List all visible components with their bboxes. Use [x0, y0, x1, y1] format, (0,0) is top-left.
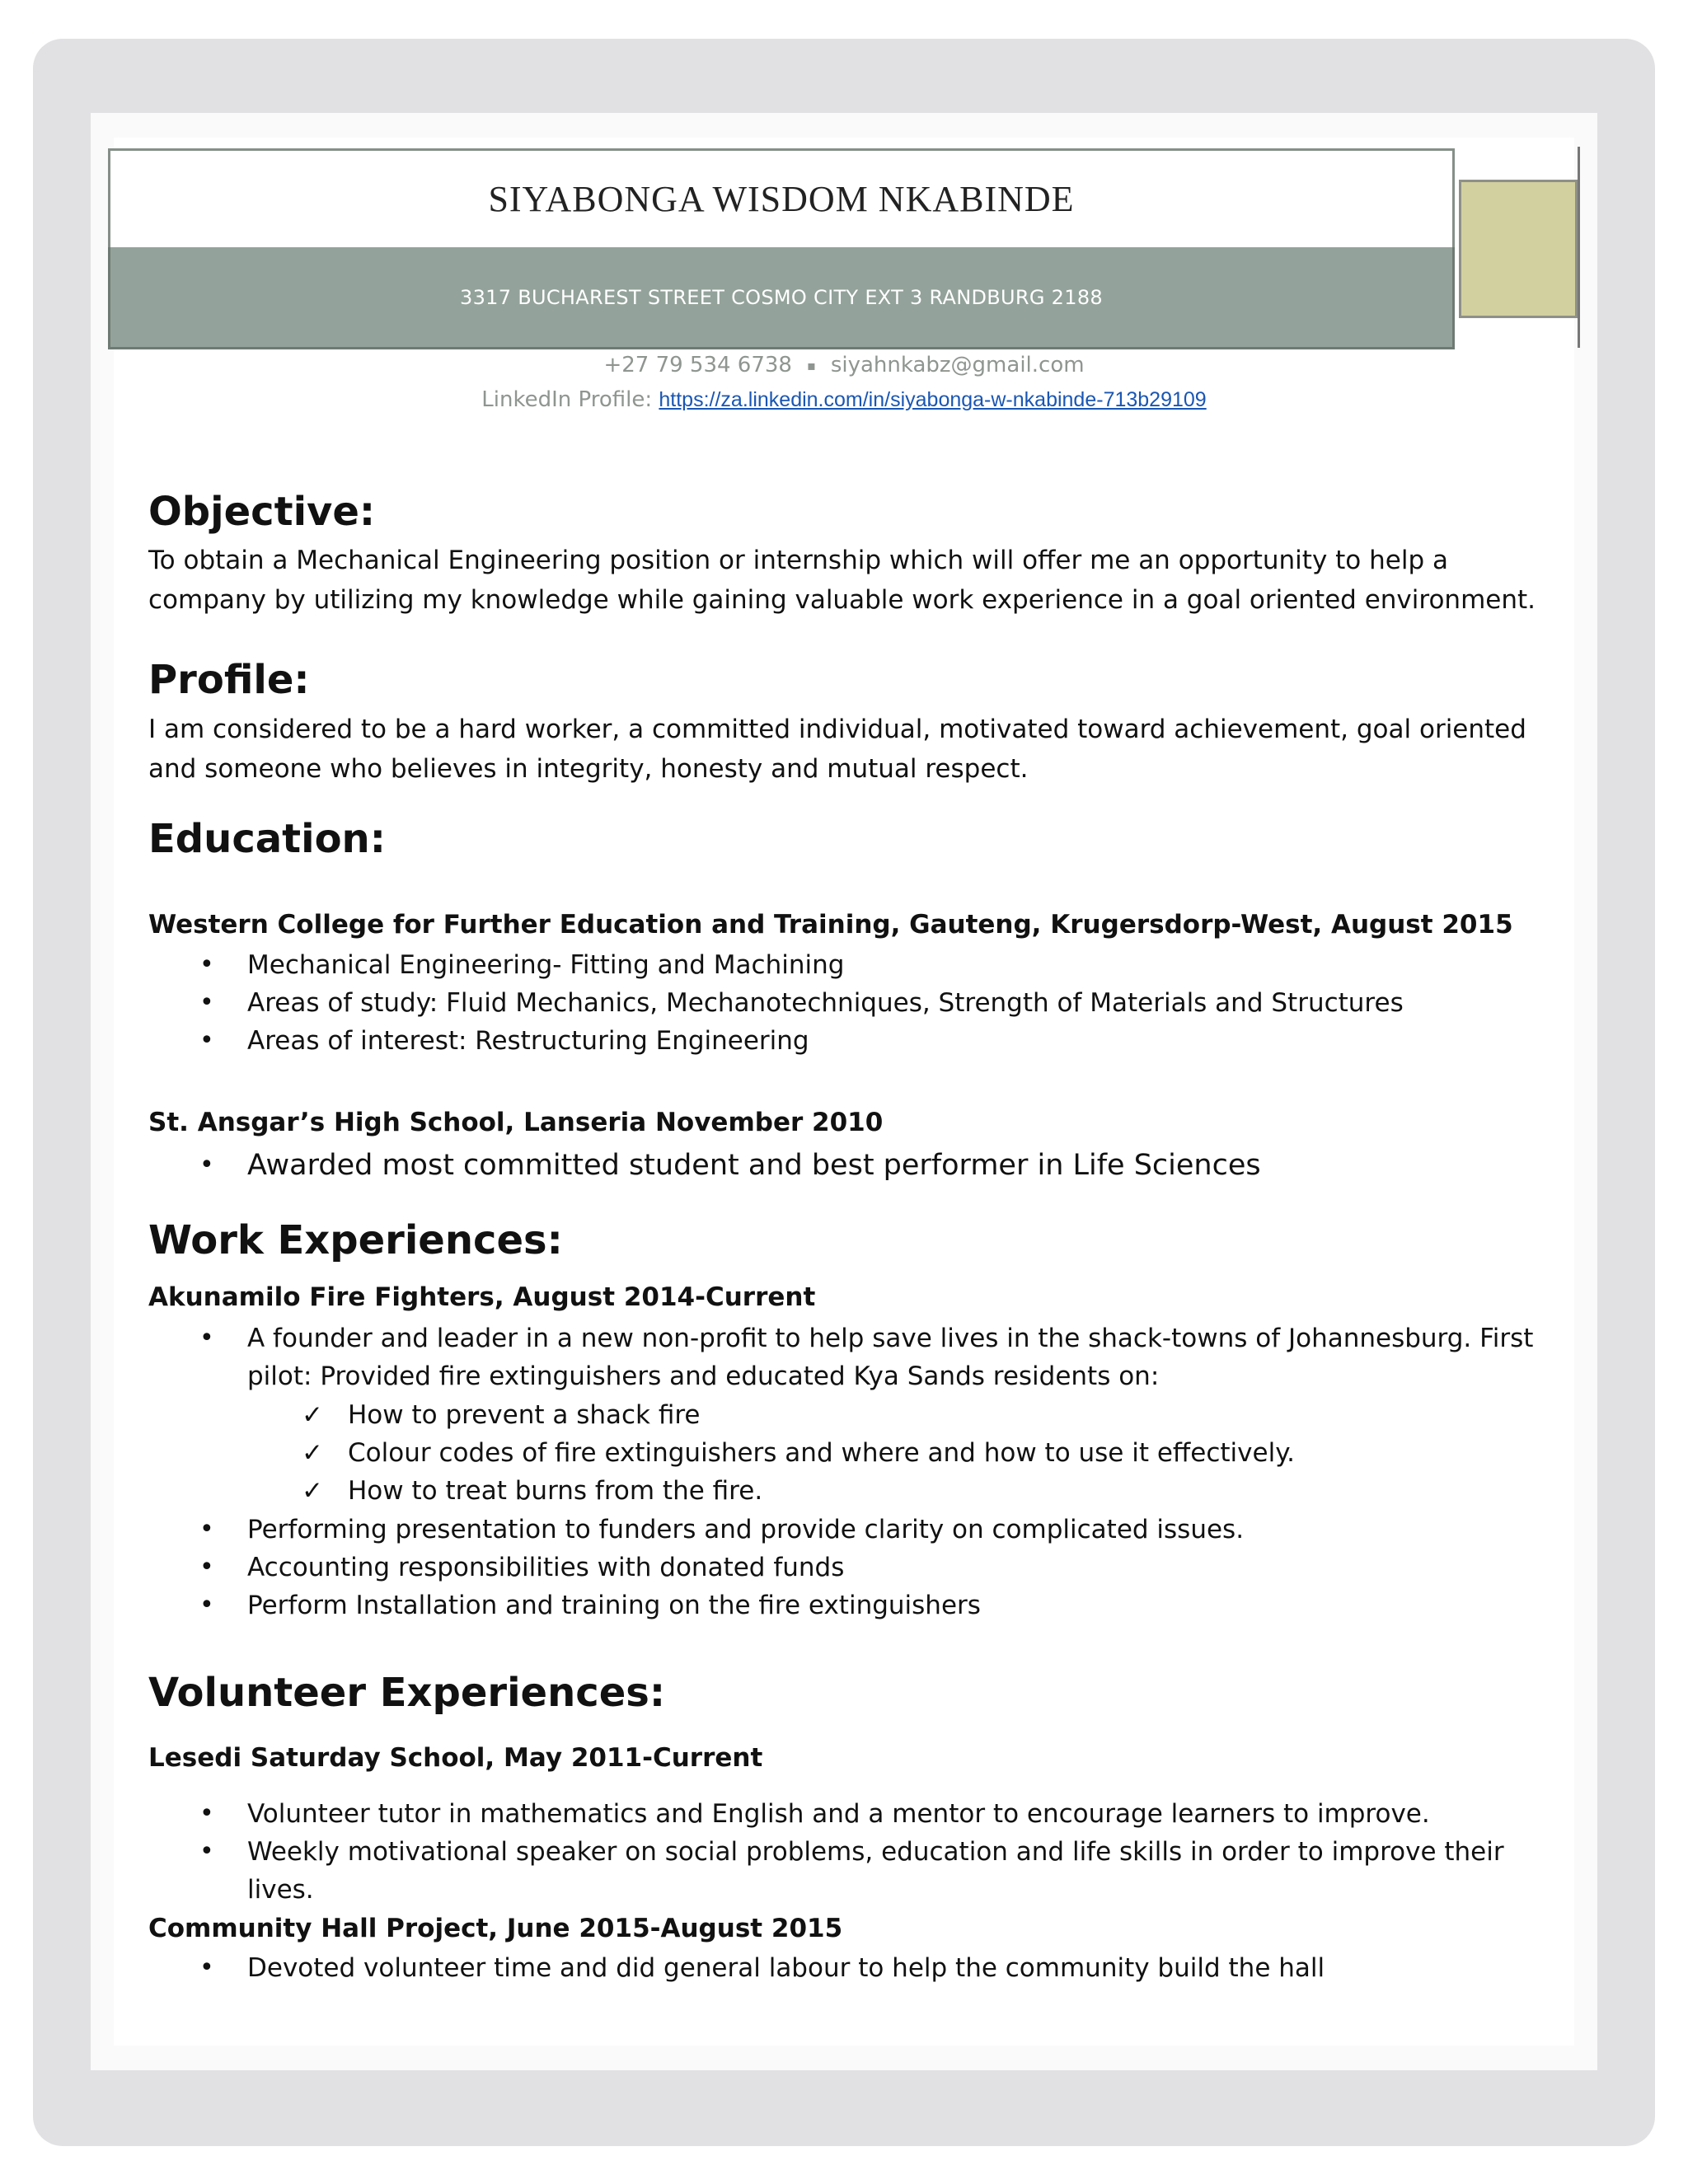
volunteer-heading: Volunteer Experiences:: [148, 1670, 666, 1716]
candidate-name: SIYABONGA WISDOM NKABINDE: [488, 179, 1075, 219]
volunteer-bullet: • Devoted volunteer time and did general labour to help the community build the hall: [247, 1949, 1550, 1987]
education-entry-title: St. Ansgar’s High School, Lanseria November 2010: [148, 1108, 884, 1137]
work-check-item: ✓ How to treat burns from the fire.: [348, 1472, 1551, 1510]
work-check-item: ✓ How to prevent a shack fire: [348, 1396, 1551, 1434]
linkedin-line: [0, 387, 1688, 412]
address: 3317 BUCHAREST STREET COSMO CITY EXT 3 RANDBURG 2188: [460, 285, 1103, 309]
education-bullet: • Mechanical Engineering- Fitting and Machining: [247, 946, 1550, 984]
volunteer-bullet: • Volunteer tutor in mathematics and English and a mentor to encourage learners to improve.: [247, 1795, 1550, 1833]
objective-text: To obtain a Mechanical Engineering position or internship which will offer me an opportunity to help a company by utilizing my knowledge while gaining valuable work experience in a goal oriented environment.: [148, 546, 1536, 615]
address-band: [108, 247, 1455, 349]
work-bullet: • Performing presentation to funders and provide clarity on complicated issues.: [247, 1511, 1550, 1549]
decorative-accent-square: [1459, 180, 1578, 318]
volunteer-entry-title: Community Hall Project, June 2015-August 2015: [148, 1914, 843, 1943]
email: siyahnkabz@gmail.com: [830, 353, 1085, 377]
education-heading: Education:: [148, 816, 386, 862]
linkedin-link[interactable]: https://za.linkedin.com/in/siyabonga-w-nkabinde-713b29109: [659, 388, 1207, 411]
education-bullet: • Areas of interest: Restructuring Engineering: [247, 1022, 1550, 1060]
work-bullet: • A founder and leader in a new non-profit to help save lives in the shack-towns of Johannesburg. First pilot: Provided fire extinguishers and educated Kya Sands residents on:: [247, 1319, 1550, 1395]
volunteer-entry-title: Lesedi Saturday School, May 2011-Current: [148, 1743, 763, 1773]
work-bullet: • Perform Installation and training on the fire extinguishers: [247, 1586, 1550, 1624]
work-check-item: ✓ Colour codes of fire extinguishers and where and how to use it effectively.: [348, 1434, 1551, 1472]
education-bullet: • Areas of study: Fluid Mechanics, Mechanotechniques, Strength of Materials and Structures: [247, 984, 1550, 1022]
volunteer-bullet: • Weekly motivational speaker on social problems, education and life skills in order to improve their lives.: [247, 1833, 1550, 1909]
phone: +27 79 534 6738: [603, 353, 792, 377]
contact-line: [0, 353, 1688, 377]
linkedin-label: LinkedIn Profile:: [481, 387, 653, 412]
name-box: [108, 148, 1455, 247]
objective-heading: Objective:: [148, 489, 376, 535]
work-bullet: • Accounting responsibilities with donated funds: [247, 1549, 1550, 1586]
profile-text: I am considered to be a hard worker, a committed individual, motivated toward achievement, goal oriented and someone who believes in integrity, honesty and mutual respect.: [148, 715, 1526, 784]
education-entry-title: Western College for Further Education and Training, Gauteng, Krugersdorp-West, August 2015: [148, 910, 1513, 940]
decorative-accent-line: [1578, 147, 1580, 348]
education-bullet: • Awarded most committed student and best performer in Life Sciences: [247, 1146, 1550, 1184]
profile-heading: Profile:: [148, 657, 310, 703]
work-entry-title: Akunamilo Fire Fighters, August 2014-Current: [148, 1282, 816, 1312]
work-heading: Work Experiences:: [148, 1217, 563, 1263]
separator-icon: ▪: [806, 358, 816, 373]
